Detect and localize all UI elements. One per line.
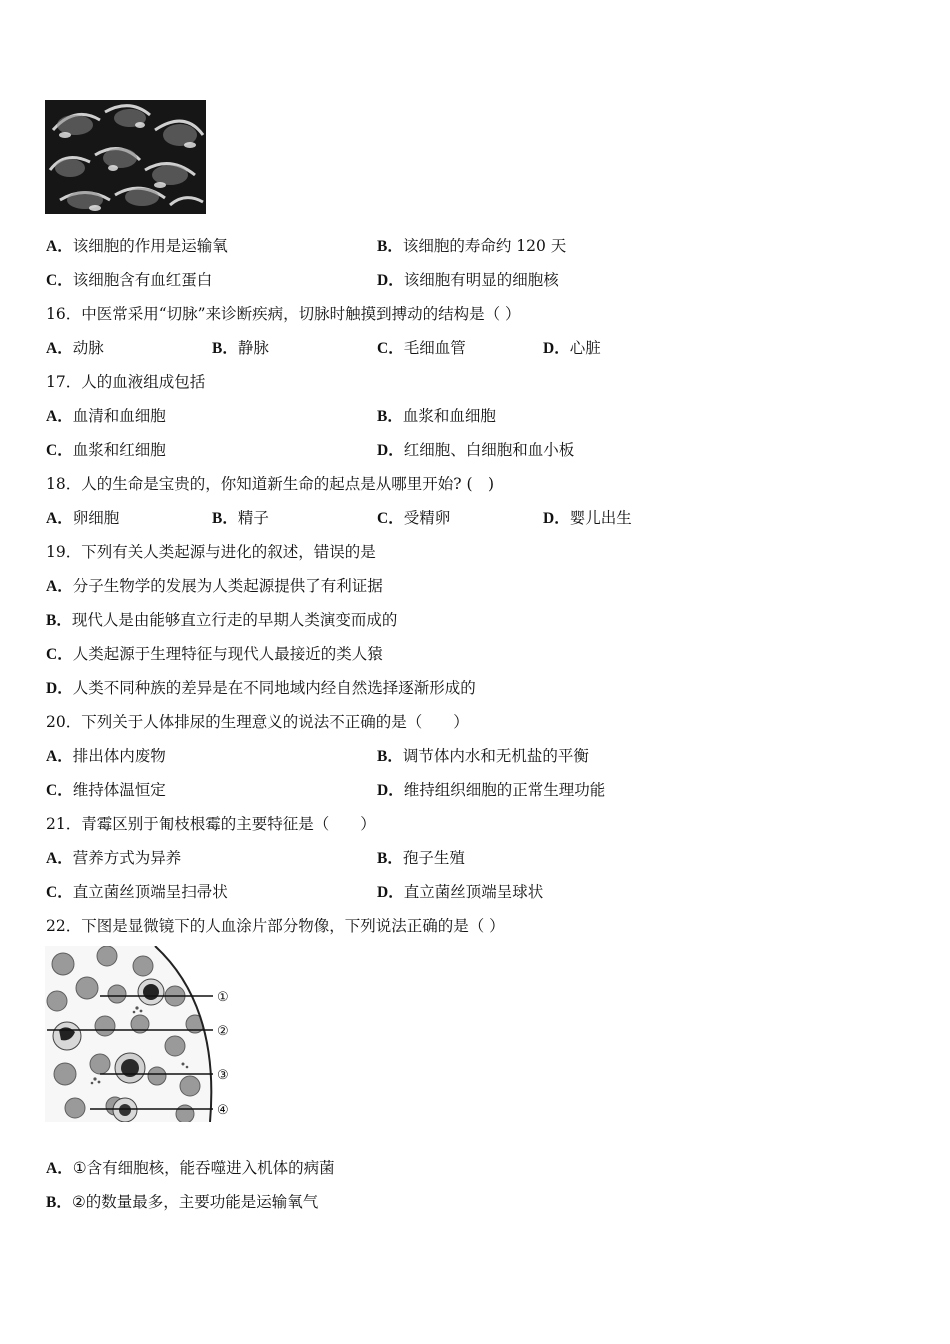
q20-option-c[interactable] bbox=[46, 780, 166, 801]
option-label: D． bbox=[543, 510, 570, 527]
option-label: B． bbox=[46, 1194, 72, 1211]
option-text: 人类不同种族的差异是在不同地域内经自然选择逐渐形成的 bbox=[72, 679, 476, 697]
figure-label-2: ② bbox=[217, 1024, 229, 1039]
q16-option-c[interactable] bbox=[377, 338, 466, 359]
option-label: B． bbox=[377, 748, 403, 765]
option-text: 维持组织细胞的正常生理功能 bbox=[403, 781, 606, 799]
option-label: A． bbox=[46, 578, 73, 595]
option-label: B． bbox=[212, 340, 238, 357]
option-label: D． bbox=[377, 442, 404, 459]
q18-option-b[interactable] bbox=[212, 508, 269, 529]
option-text: 营养方式为异养 bbox=[72, 849, 182, 867]
q22-option-b[interactable] bbox=[46, 1192, 318, 1213]
option-label: A． bbox=[46, 850, 73, 867]
option-label: C． bbox=[377, 340, 404, 357]
option-text: 孢子生殖 bbox=[402, 849, 465, 867]
figure-label-1: ① bbox=[217, 990, 229, 1005]
option-label: D． bbox=[46, 680, 73, 697]
option-label: A． bbox=[46, 238, 73, 255]
q15-option-d[interactable] bbox=[377, 270, 559, 291]
option-text: 排出体内废物 bbox=[72, 747, 166, 765]
red-blood-cell-micrograph bbox=[45, 100, 206, 214]
q15-option-c[interactable] bbox=[46, 270, 212, 291]
option-text: 毛细血管 bbox=[403, 339, 466, 357]
option-label: B． bbox=[377, 238, 403, 255]
option-text: 人类起源于生理特征与现代人最接近的类人猿 bbox=[72, 645, 383, 663]
option-label: D． bbox=[543, 340, 570, 357]
figure-label-4: ④ bbox=[217, 1103, 229, 1118]
option-text: 该细胞的作用是运输氧 bbox=[72, 237, 228, 255]
option-label: D． bbox=[377, 782, 404, 799]
option-label: C． bbox=[46, 272, 73, 289]
q21-stem: 21．青霉区别于匍枝根霉的主要特征是（ ） bbox=[46, 815, 376, 833]
option-label: B． bbox=[212, 510, 238, 527]
option-label: C． bbox=[46, 442, 73, 459]
option-text: 该细胞的寿命约 120 天 bbox=[402, 237, 567, 255]
option-text: 血清和血细胞 bbox=[72, 407, 166, 425]
q19-option-d[interactable] bbox=[46, 678, 476, 699]
option-label: D． bbox=[377, 884, 404, 901]
option-label: C． bbox=[377, 510, 404, 527]
option-label: B． bbox=[46, 612, 72, 629]
option-text: 红细胞、白细胞和血小板 bbox=[403, 441, 575, 459]
blood-smear-figure bbox=[45, 946, 235, 1122]
option-text: 调节体内水和无机盐的平衡 bbox=[402, 747, 589, 765]
option-label: B． bbox=[377, 408, 403, 425]
figure-label-3: ③ bbox=[217, 1068, 229, 1083]
option-text: 精子 bbox=[237, 509, 269, 527]
option-text: 血浆和血细胞 bbox=[402, 407, 496, 425]
q17-option-b[interactable] bbox=[377, 406, 496, 427]
q16-option-a[interactable] bbox=[46, 338, 104, 359]
option-text: 维持体温恒定 bbox=[72, 781, 166, 799]
option-label: C． bbox=[46, 646, 73, 663]
q19-stem: 19．下列有关人类起源与进化的叙述，错误的是 bbox=[46, 543, 376, 561]
option-label: D． bbox=[377, 272, 404, 289]
option-text: ②的数量最多，主要功能是运输氧气 bbox=[71, 1193, 319, 1211]
option-text: 受精卵 bbox=[403, 509, 451, 527]
option-label: A． bbox=[46, 408, 73, 425]
q18-option-c[interactable] bbox=[377, 508, 450, 529]
q15-option-b[interactable] bbox=[377, 236, 566, 257]
q21-option-c[interactable] bbox=[46, 882, 228, 903]
q15-option-a[interactable] bbox=[46, 236, 228, 257]
option-label: C． bbox=[46, 782, 73, 799]
option-label: A． bbox=[46, 340, 73, 357]
option-text: 血浆和红细胞 bbox=[72, 441, 166, 459]
q17-stem: 17．人的血液组成包括 bbox=[46, 373, 206, 391]
option-label: A． bbox=[46, 1160, 73, 1177]
option-text: 婴儿出生 bbox=[569, 509, 632, 527]
q19-option-c[interactable] bbox=[46, 644, 383, 665]
option-text: 分子生物学的发展为人类起源提供了有利证据 bbox=[72, 577, 383, 595]
q20-option-d[interactable] bbox=[377, 780, 605, 801]
q20-stem: 20．下列关于人体排尿的生理意义的说法不正确的是（ ） bbox=[46, 713, 469, 731]
q21-option-a[interactable] bbox=[46, 848, 181, 869]
q16-stem: 16．中医常采用“切脉”来诊断疾病，切脉时触摸到搏动的结构是（ ） bbox=[46, 305, 521, 323]
option-text: 静脉 bbox=[237, 339, 269, 357]
q17-option-c[interactable] bbox=[46, 440, 166, 461]
q16-option-b[interactable] bbox=[212, 338, 269, 359]
q18-option-d[interactable] bbox=[543, 508, 632, 529]
q20-option-a[interactable] bbox=[46, 746, 166, 767]
q22-option-a[interactable] bbox=[46, 1158, 335, 1179]
q17-option-d[interactable] bbox=[377, 440, 574, 461]
q21-option-b[interactable] bbox=[377, 848, 465, 869]
option-label: A． bbox=[46, 510, 73, 527]
q21-option-d[interactable] bbox=[377, 882, 543, 903]
option-text: 该细胞含有血红蛋白 bbox=[72, 271, 213, 289]
option-text: 该细胞有明显的细胞核 bbox=[403, 271, 559, 289]
q19-option-b[interactable] bbox=[46, 610, 397, 631]
option-text: 直立菌丝顶端呈球状 bbox=[403, 883, 544, 901]
option-label: C． bbox=[46, 884, 73, 901]
q20-option-b[interactable] bbox=[377, 746, 589, 767]
q19-option-a[interactable] bbox=[46, 576, 383, 597]
q17-option-a[interactable] bbox=[46, 406, 166, 427]
q18-stem: 18．人的生命是宝贵的，你知道新生命的起点是从哪里开始? ( ) bbox=[46, 475, 495, 493]
option-text: ①含有细胞核，能吞噬进入机体的病菌 bbox=[72, 1159, 335, 1177]
option-text: 卵细胞 bbox=[72, 509, 120, 527]
option-text: 动脉 bbox=[72, 339, 104, 357]
q22-stem: 22．下图是显微镜下的人血涂片部分物像，下列说法正确的是（ ） bbox=[46, 917, 505, 935]
q18-option-a[interactable] bbox=[46, 508, 119, 529]
q16-option-d[interactable] bbox=[543, 338, 601, 359]
option-text: 心脏 bbox=[569, 339, 601, 357]
option-label: B． bbox=[377, 850, 403, 867]
option-text: 现代人是由能够直立行走的早期人类演变而成的 bbox=[71, 611, 398, 629]
option-text: 直立菌丝顶端呈扫帚状 bbox=[72, 883, 228, 901]
option-label: A． bbox=[46, 748, 73, 765]
